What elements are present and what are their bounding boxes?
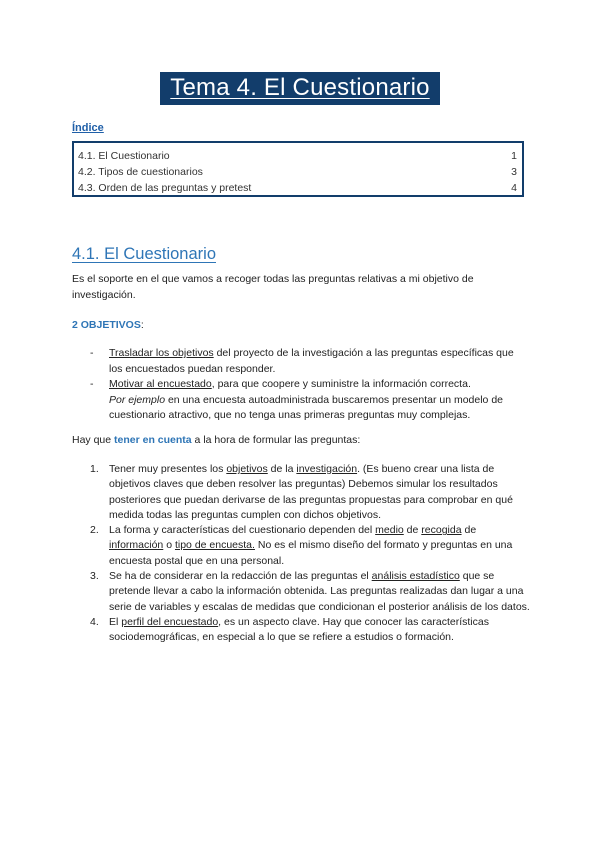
- text-run: de: [403, 524, 422, 537]
- underlined-term: Motivar al encuestado: [109, 378, 212, 390]
- list-item-text: [109, 377, 530, 424]
- text-run: Tener muy presentes los: [109, 463, 227, 475]
- underlined-term: recogida: [421, 524, 462, 537]
- intro-paragraph: Es el soporte en el que vamos a recoger todas las preguntas relativas a mi objetivo de investigación.: [72, 273, 474, 301]
- text-run: . (Es bueno crear una lista de objetivos claves que deben resolver las preguntas) Debemos simular los resultados posteriores que puedan derivarse de las preguntas propuestas para comprobar en qué medida todas las preguntas cumplen con dichos objetivos.: [109, 463, 513, 521]
- list-item: [90, 523, 530, 569]
- index-label[interactable]: Índice: [72, 122, 104, 134]
- text-run: , es un aspecto clave. Hay que conocer las características sociodemográficas, en especial a lo que se refiere a estudios o formación.: [109, 615, 489, 644]
- underlined-term: información: [109, 539, 164, 552]
- title-wrapper: [0, 72, 600, 105]
- objectives-label-text: 2 OBJETIVOS: [72, 319, 141, 331]
- text-run: , para que coopere y suministre la información correcta.: [211, 378, 471, 390]
- list-item: [90, 462, 530, 523]
- toc-entry-page: 4: [511, 182, 517, 194]
- text-run: No es el mismo diseño del formato y preguntas en una encuesta postal que en una personal.: [109, 539, 513, 567]
- italic-term: Por ejemplo: [109, 393, 166, 406]
- list-item: [90, 569, 530, 615]
- toc-entry-page: 1: [511, 150, 517, 162]
- text-run: Hay que: [72, 434, 115, 446]
- underlined-term: investigación: [296, 463, 358, 475]
- underlined-term: objetivos: [226, 463, 268, 475]
- list-item-text: [109, 569, 530, 615]
- text-run: de la: [267, 463, 297, 475]
- list-number: 4.: [90, 615, 99, 628]
- list-number: 2.: [90, 524, 99, 537]
- toc-entry[interactable]: [78, 164, 517, 180]
- list-item-text: [109, 523, 530, 569]
- list-item: [90, 346, 530, 377]
- toc-entry-label: 4.1. El Cuestionario: [78, 150, 170, 162]
- list-item-text: [109, 615, 530, 646]
- underlined-term: perfil del encuestado: [121, 615, 219, 628]
- text-run: a la hora de formular las preguntas:: [191, 434, 361, 446]
- text-run: o: [163, 539, 175, 552]
- numbered-list: [90, 462, 530, 646]
- text-run: del proyecto de la investigación a las preguntas específicas que los encuestados puedan responder.: [109, 347, 514, 375]
- list-item-text: [109, 462, 530, 523]
- toc-entry-page: 3: [511, 166, 517, 178]
- text-run: que se pretende llevar a cabo la información obtenida. Las preguntas realizadas dan lugar a una serie de variables y escalas de medidas que condicionan el posterior análisis de los datos.: [109, 570, 530, 613]
- list-number: 1.: [90, 463, 99, 475]
- text-run: en una encuesta autoadministrada buscaremos presentar un modelo de cuestionario atractivo, que no tenga unas primeras preguntas muy complejas.: [109, 393, 503, 421]
- toc-entry[interactable]: [78, 148, 517, 164]
- list-item: [90, 377, 530, 424]
- objectives-list: [90, 346, 530, 424]
- table-of-contents: [72, 141, 524, 197]
- toc-entry[interactable]: [78, 180, 517, 196]
- objectives-label: [72, 319, 144, 331]
- objectives-label-colon: :: [140, 319, 144, 331]
- highlighted-term: tener en cuenta: [114, 434, 192, 446]
- section-heading: 4.1. El Cuestionario: [72, 245, 216, 263]
- text-run: La forma y características del cuestionario dependen del: [109, 524, 376, 537]
- toc-entry-label: 4.2. Tipos de cuestionarios: [78, 166, 203, 178]
- underlined-term: análisis estadístico: [371, 570, 460, 583]
- underlined-term: tipo de encuesta.: [174, 539, 255, 552]
- text-run: Se ha de considerar en la redacción de las preguntas el: [109, 570, 372, 583]
- toc-entry-label: 4.3. Orden de las preguntas y pretest: [78, 182, 252, 194]
- underlined-term: medio: [375, 524, 404, 537]
- tener-en-cuenta-paragraph: [72, 433, 534, 449]
- text-run: de: [461, 524, 477, 537]
- list-number: 3.: [90, 570, 99, 583]
- dash-bullet: -: [90, 378, 94, 390]
- list-item-text: [109, 346, 530, 377]
- text-run: El: [109, 615, 122, 628]
- page-title: Tema 4. El Cuestionario: [160, 72, 439, 105]
- dash-bullet: -: [90, 347, 94, 359]
- underlined-term: Trasladar los objetivos: [109, 347, 214, 359]
- list-item: [90, 615, 530, 646]
